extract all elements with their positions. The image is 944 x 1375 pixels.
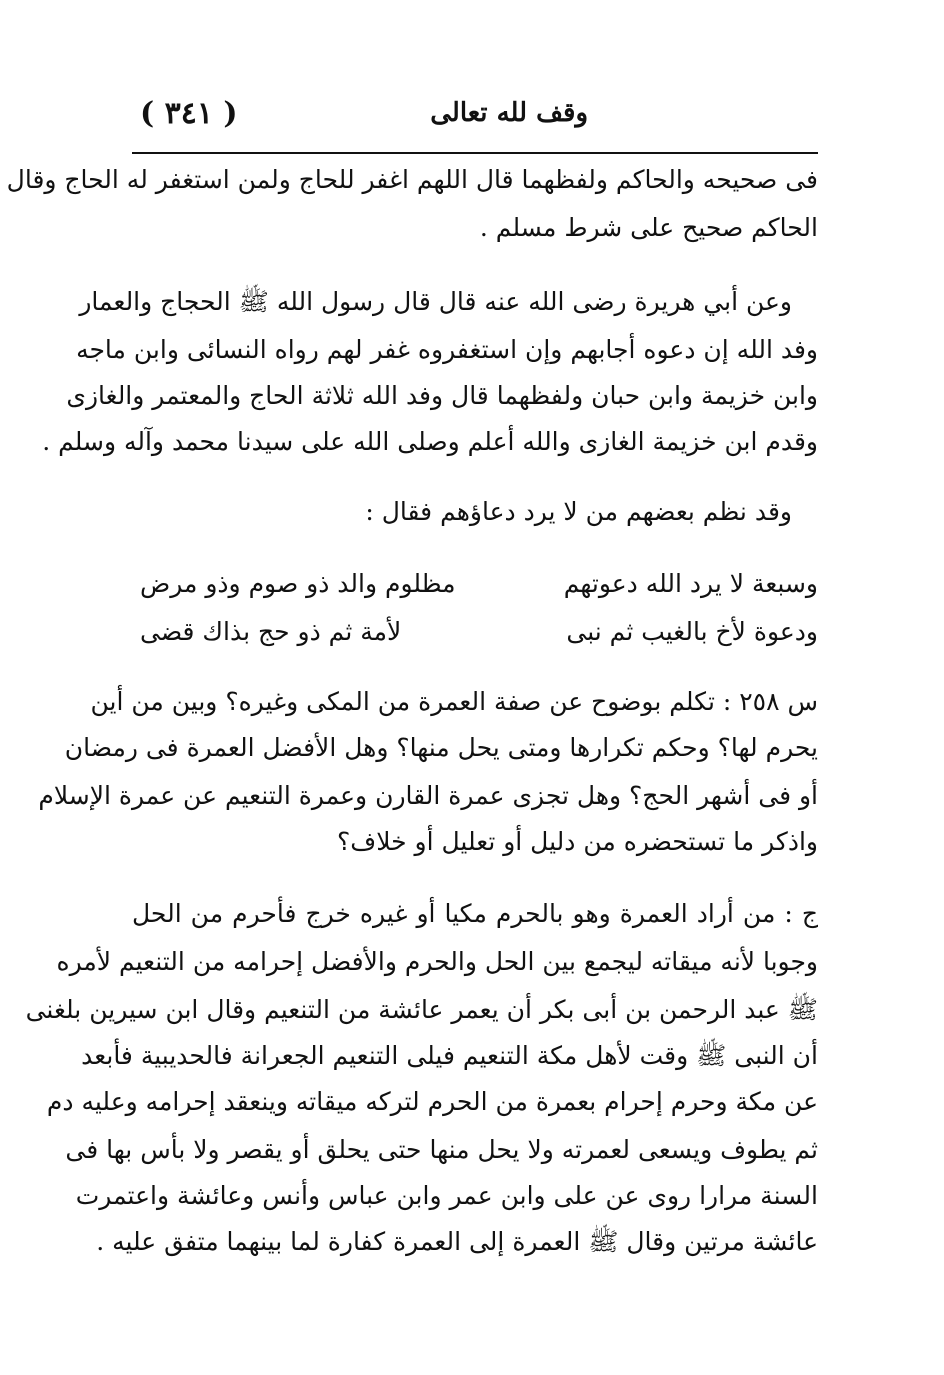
poem-intro: وقد نظم بعضهم من لا يرد دعاؤهم فقال :	[365, 497, 792, 526]
text-line: وابن خزيمة وابن حبان ولفظهما قال وفد الله ثلاثة الحاج والمعتمر والغازى	[66, 381, 818, 410]
verse-hemistich-left: لأمة ثم ذو حج بذاك قضى	[140, 617, 402, 646]
answer-line: ج : من أراد العمرة وهو بالحرم مكيا أو غيره خرج فأحرم من الحل	[132, 899, 818, 928]
header-rule	[132, 152, 818, 154]
question-line: واذكر ما تستحضره من دليل أو تعليل أو خلاف؟	[337, 827, 818, 856]
question-line: يحرم لها؟ وحكم تكرارها ومتى يحل منها؟ وهل الأفضل العمرة فى رمضان	[64, 733, 818, 762]
verse-hemistich-right: وسبعة لا يرد الله دعوتهم	[563, 569, 818, 598]
answer-line: وجوبا لأنه ميقاته ليجمع بين الحل والحرم والأفضل إحرامه من التنعيم لأمره	[56, 947, 818, 976]
verse-hemistich-left: مظلوم والد ذو صوم وذو مرض	[140, 569, 456, 598]
text-line: وقدم ابن خزيمة الغازى والله أعلم وصلى الله على سيدنا محمد وآله وسلم .	[42, 427, 818, 456]
page-number: ( ٣٤١ )	[140, 96, 238, 131]
text-line: الحاكم صحيح على شرط مسلم .	[479, 213, 818, 242]
answer-line: عائشة مرتين وقال ﷺ العمرة إلى العمرة كفارة لما بينهما متفق عليه .	[96, 1227, 818, 1256]
text-line: وفد الله إن دعوه أجابهم وإن استغفروه غفر لهم رواه النسائى وابن ماجه	[76, 335, 818, 364]
question-line: أو فى أشهر الحج؟ وهل تجزى عمرة القارن وعمرة التنعيم عن عمرة الإسلام	[38, 781, 818, 810]
answer-line: ثم يطوف ويسعى لعمرته ولا يحل منها حتى يحلق أو يقصر ولا بأس بها فى	[65, 1135, 818, 1164]
question-line: س ٢٥٨ : تكلم بوضوح عن صفة العمرة من المكى وغيره؟ وبين من أين	[90, 687, 818, 716]
text-line: فى صحيحه والحاكم ولفظهما قال اللهم اغفر للحاج ولمن استغفر له الحاج وقال	[6, 165, 818, 194]
verse-hemistich-right: ودعوة لأخ بالغيب ثم نبى	[566, 617, 818, 646]
answer-line: السنة مرارا روى عن على وابن عمر وابن عباس وأنس وعائشة واعتمرت	[75, 1181, 818, 1210]
page-header	[132, 96, 818, 148]
answer-line: أن النبى ﷺ وقت لأهل مكة التنعيم فيلى التنعيم الجعرانة فالحديبية فأبعد	[81, 1041, 818, 1070]
text-line: وعن أبي هريرة رضى الله عنه قال قال رسول الله ﷺ الحجاج والعمار	[79, 287, 792, 316]
running-title: وقف لله تعالى	[430, 98, 588, 128]
answer-line: عن مكة وحرم إحرام بعمرة من الحرم لتركه ميقاته وينعقد إحرامه وعليه دم	[46, 1087, 818, 1116]
answer-line: ﷺ عبد الرحمن بن أبى بكر أن يعمر عائشة من التنعيم وقال ابن سيرين بلغنى	[25, 995, 818, 1024]
